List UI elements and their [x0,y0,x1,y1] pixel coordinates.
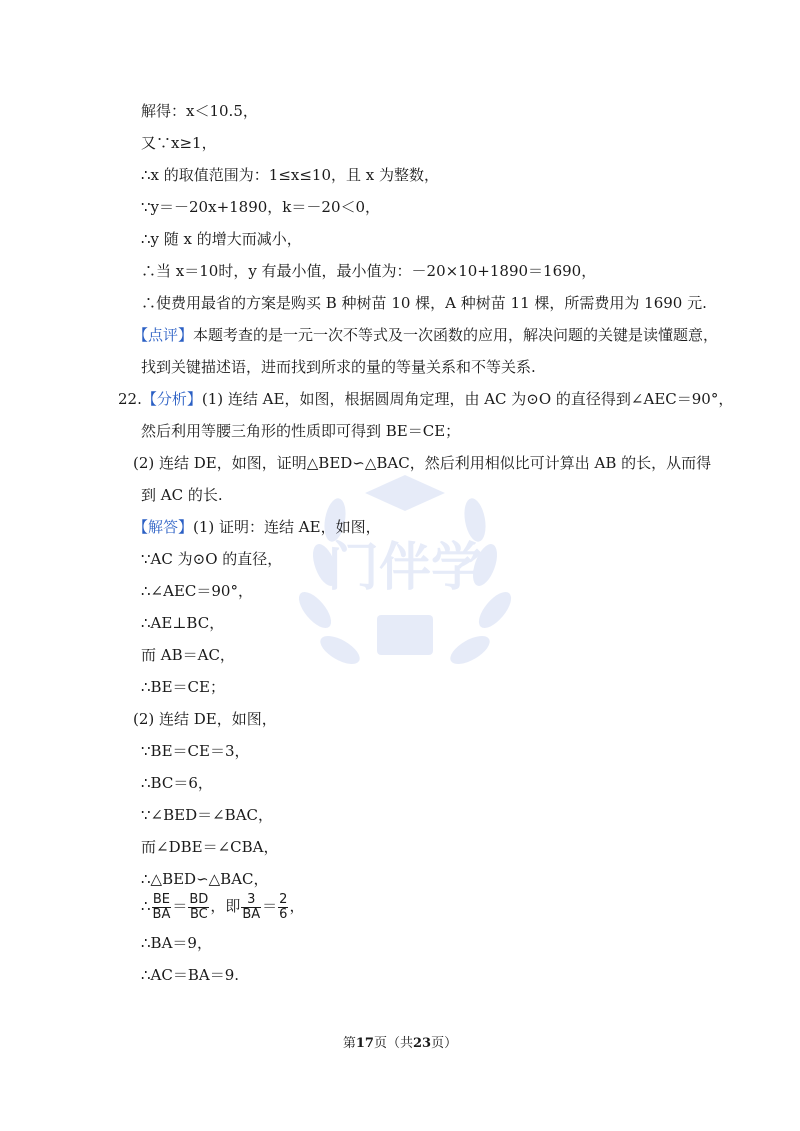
text-line: 又∵x≥1， [141,134,217,152]
fraction-denominator: 6 [279,906,288,922]
question-22-analysis [118,389,733,409]
footer-prefix: 第 [342,1036,356,1051]
comment-text: 本题考查的是一元一次不等式及一次函数的应用，解决问题的关键是读懂题意， [193,326,719,344]
fraction-denominator: BA [242,906,261,922]
text-line: ∴BE＝CE； [141,678,225,696]
text-line: ∴△BED∽△BAC， [141,870,269,888]
fraction-be-ba [152,893,172,922]
text-line: ∴x 的取值范围为：1≤x≤10，且 x 为整数， [141,166,439,184]
svg-text:门伴学: 门伴学 [326,538,484,598]
total-page-number: 23 [413,1036,432,1051]
text-line: ∵AC 为⊙O 的直径， [141,550,283,568]
fraction-numerator: BE [152,891,171,907]
text-line: ∴∠AEC＝90°， [141,582,253,600]
text-line: ∵y＝－20x+1890，k＝－20＜0， [141,198,381,216]
page-footer [0,1032,800,1051]
watermark-logo [285,445,525,705]
text-line: 而 AB＝AC， [141,646,235,664]
equals-sign: ＝ [172,897,188,915]
text-line: 解得：x＜10.5， [141,102,258,120]
therefore-symbol: ∴ [141,897,151,915]
text-line: ∴AE⊥BC， [141,614,225,632]
comment-tag: 【点评】 [133,326,194,344]
fraction-3-ba [241,893,261,922]
footer-mid: 页（共 [373,1036,413,1051]
text-line: (2) 连结 DE，如图，证明△BED∽△BAC，然后利用相似比可计算出 AB 的长，从而得 [133,454,712,472]
fraction-numerator: 2 [279,891,288,907]
text-line: (2) 连结 DE，如图， [133,710,277,728]
fraction-numerator: BD [189,891,209,907]
text-line: ∴y 随 x 的增大而减小， [141,230,302,248]
text-line: 而∠DBE＝∠CBA， [141,838,279,856]
solution-tag: 【解答】 [133,518,194,536]
fraction-2-6 [278,893,288,922]
text-line: ∵∠BED＝∠BAC， [141,806,274,824]
text-line: ∴BA＝9， [141,934,212,952]
text-line: 找到关键描述语，进而找到所求的量的等量关系和不等关系. [141,358,536,376]
text-line: ∴AC＝BA＝9. [141,966,240,984]
text-line: 然后利用等腰三角形的性质即可得到 BE＝CE； [141,422,461,440]
fraction-numerator: 3 [241,893,261,908]
question-number: 22. [118,390,142,408]
text-line: ∵BE＝CE＝3， [141,742,250,760]
current-page-number: 17 [355,1036,374,1051]
solution-line [133,517,381,537]
fraction-bd-bc [188,893,209,922]
text-line: ∴BC＝6， [141,774,213,792]
text-line: ∴当 x＝10时，y 有最小值，最小值为：－20×10+1890＝1690， [141,262,597,280]
ji-text: ，即 [210,897,241,915]
analysis-tag: 【分析】 [141,390,202,408]
comma: ， [289,897,305,915]
fraction-denominator: BC [189,906,208,922]
text-line: 到 AC 的长. [141,486,223,504]
text-line: ∴使费用最省的方案是购买 B 种树苗 10 棵，A 种树苗 11 棵，所需费用为 1690 元. [141,294,707,312]
comment-line [133,325,718,345]
fraction-denominator: BA [152,906,171,922]
fraction-line [141,890,304,922]
footer-suffix: 页） [431,1036,458,1051]
analysis-text: (1) 连结 AE，如图，根据圆周角定理，由 AC 为⊙O 的直径得到∠AEC＝90°， [201,390,734,408]
equals-sign: ＝ [262,897,278,915]
solution-text: (1) 证明：连结 AE，如图， [193,518,381,536]
